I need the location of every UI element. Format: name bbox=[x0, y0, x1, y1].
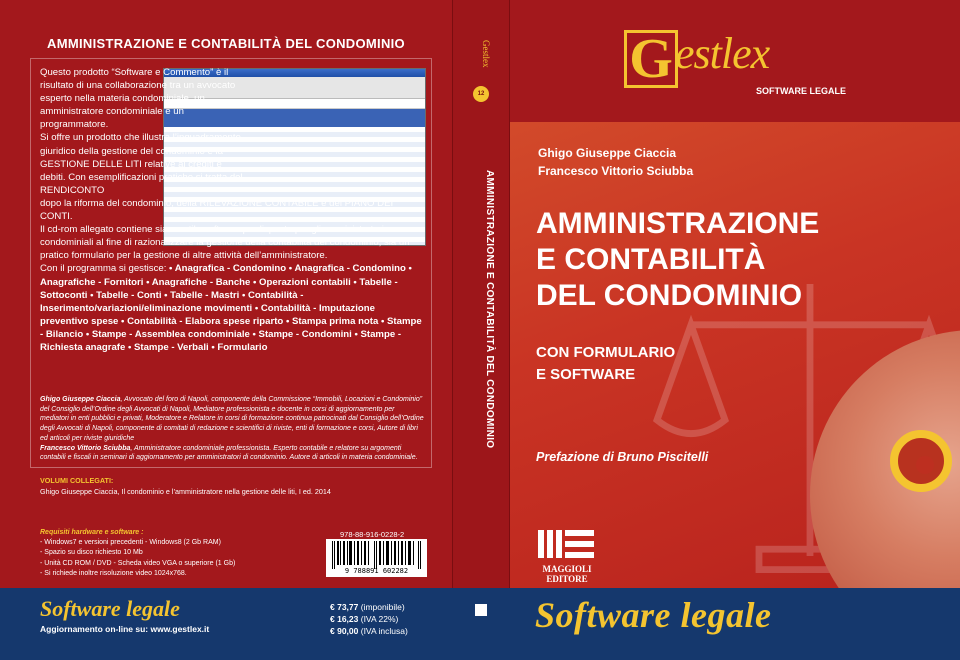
book-title-line: E CONTABILITÀ bbox=[536, 243, 766, 276]
spine-logo: Gestlex bbox=[481, 40, 491, 68]
spine-badge: 12 bbox=[473, 86, 489, 102]
author-1: Ghigo Giuseppe Ciaccia bbox=[538, 146, 677, 160]
publisher-name: MAGGIOLI EDITORE bbox=[542, 564, 592, 584]
band-left-brand: Software legale bbox=[40, 596, 180, 621]
preface-credit: Prefazione di Bruno Piscitelli bbox=[536, 450, 709, 464]
price-note: (IVA inclusa) bbox=[358, 626, 408, 636]
cd-hub-ring bbox=[890, 430, 952, 492]
book-title-line: DEL CONDOMINIO bbox=[536, 279, 803, 312]
spine-title: AMMINISTRAZIONE E CONTABILITÀ DEL CONDOMINIO bbox=[484, 170, 495, 449]
system-requirements bbox=[40, 528, 235, 579]
requirement-item: - Spazio su disco richiesto 10 Mb bbox=[40, 549, 143, 557]
back-para-2: Si offre un prodotto che illustra l’inquadramento giuridico della gestione del condominio e la GESTIONE DELLE LITI relative ai crediti e debiti. Con esemplificazioni pratiche si tratta del RENDICONTO bbox=[40, 132, 243, 196]
maggioli-logo-icon bbox=[538, 530, 594, 558]
back-para-3: Il cd-rom allegato contiene sia un utile software predisposto per gli amministratori condominiali al fine di razionalizzare la gestione della contabilità del condominio, sia un pratico formulario per la gestione di altre attività dell’amministratore. bbox=[40, 224, 410, 262]
back-para-4-items: • Anagrafica - Condomino • Anagrafica - Condomino • Anagrafiche - Fornitori • Anagrafiche - Banche • Operazioni contabili • Tabelle - Sottoconti • Tabelle - Conti • Tabelle - Mastri • Contabilità - Inserimento/variazioni/eliminazione movimenti • Contabilità - Imputazione preventivo spese • Contabilità - Elabora spese riparto • Stampa prima nota • Stampe - Bilancio • Stampe - Assemblea condominiale • Stampe - Condomini • Stampe - Richiesta anagrafe • Stampe - Verbali • Formulario bbox=[40, 263, 422, 353]
back-cover bbox=[0, 0, 452, 588]
spine bbox=[452, 0, 510, 588]
book-title bbox=[536, 206, 936, 314]
front-cover bbox=[510, 0, 960, 588]
related-volumes-text: Ghigo Giuseppe Ciaccia, Il condominio e l’amministratore nella gestione delle liti, I ed. 2014 bbox=[40, 487, 331, 496]
requirement-item: - Windows7 e versioni precedenti - Windows8 (2 Gb RAM) bbox=[40, 539, 221, 547]
bio-1-text: , Avvocato del foro di Napoli, componente della Commissione “Immobili, Locazioni e Condominio” del Consiglio dell’Ordine degli Avvocati di Napoli, Mediatore professionista e docente in corsi di aggiornamento per mediatori in enti pubblici e privati, Moderatore e Relatore in corsi di formazione continua patrocinati dal Consiglio dell’Ordine degli Avvocati di Napoli, componente di comitati di redazione e scientifici di riviste, enti di formazione e corsi, Autore di libri ed articoli per riviste giuridiche bbox=[40, 396, 424, 442]
back-para-2b: dopo la riforma del condominio, della RILEVAZIONE CONTABILE e del PIANO DEI CONTI. bbox=[40, 197, 394, 223]
related-volumes bbox=[30, 476, 432, 498]
back-description bbox=[40, 66, 425, 354]
price-vat bbox=[330, 614, 398, 624]
book-subtitle-line: CON FORMULARIO bbox=[536, 344, 676, 361]
back-para-4 bbox=[40, 262, 425, 354]
isbn-number: 978-88-916-0228-2 bbox=[340, 530, 405, 539]
band-right-brand: Software legale bbox=[535, 595, 772, 635]
price-note: (imponibile) bbox=[358, 602, 405, 612]
book-title-line: AMMINISTRAZIONE bbox=[536, 207, 820, 240]
gestlex-logo-word: estlex bbox=[675, 29, 770, 78]
price-taxable bbox=[330, 602, 405, 612]
author-bios bbox=[40, 395, 425, 463]
bio-1-name: Ghigo Giuseppe Ciaccia bbox=[40, 396, 121, 403]
requirements-title: Requisiti hardware e software : bbox=[40, 529, 144, 536]
bio-2-name: Francesco Vittorio Sciubba bbox=[40, 444, 131, 452]
book-subtitle bbox=[536, 342, 836, 386]
author-2: Francesco Vittorio Sciubba bbox=[538, 164, 694, 178]
related-volumes-label: VOLUMI COLLEGATI: bbox=[40, 476, 114, 485]
bio-2-text: , Amministratore condominiale professionista. Esperto contabile e relatore su argomenti contabili e fiscali in seminari di aggiornamento per amministratori di condominio. Autore di articoli in materia condominiale. bbox=[40, 444, 418, 462]
price-value: € 90,00 bbox=[330, 626, 359, 636]
barcode-bars-icon bbox=[330, 541, 423, 569]
price-value: € 73,77 bbox=[330, 602, 359, 612]
gestlex-logo-tagline: SOFTWARE LEGALE bbox=[756, 86, 846, 96]
band-update-url: Aggiornamento on-line su: www.gestlex.it bbox=[40, 624, 210, 634]
barcode-digits: 9 788891 602282 bbox=[344, 567, 409, 575]
requirement-item: - Unità CD ROM / DVD - Scheda video VGA o superiore (1 Gb) bbox=[40, 559, 236, 567]
back-para-1: Questo prodotto “Software e Commento” è il risultato di una collaborazione tra un avvocato esperto nella materia condominiale, un amministratore condominiale e un programmatore. bbox=[40, 67, 236, 131]
barcode bbox=[326, 539, 427, 577]
back-title: AMMINISTRAZIONE E CONTABILITÀ DEL CONDOMINIO bbox=[47, 36, 405, 51]
band-publisher-icon bbox=[475, 604, 487, 616]
price-value: € 16,23 bbox=[330, 614, 359, 624]
gestlex-logo-mark: G bbox=[624, 30, 678, 88]
cd-center-hole bbox=[916, 456, 934, 474]
requirement-item: - Si richiede inoltre risoluzione video 1024x768. bbox=[40, 569, 187, 577]
book-subtitle-line: E SOFTWARE bbox=[536, 366, 636, 383]
price-total bbox=[330, 626, 408, 636]
back-para-4-intro: Con il programma si gestisce: bbox=[40, 263, 167, 275]
price-note: (IVA 22%) bbox=[358, 614, 399, 624]
